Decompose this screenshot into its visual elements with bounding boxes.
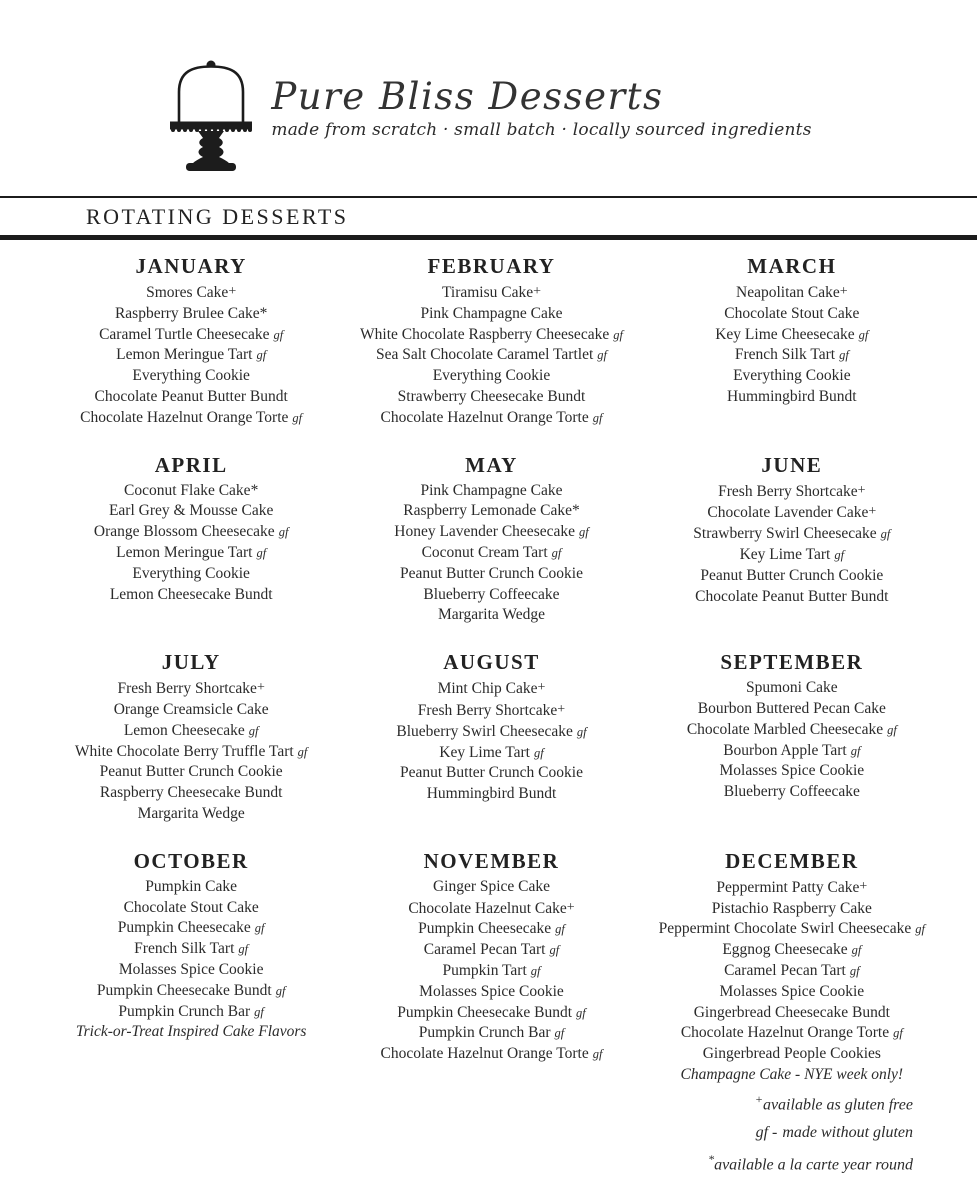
menu-item (645, 961, 939, 982)
menu-item (645, 899, 939, 920)
menu-item (44, 1002, 338, 1023)
menu-item (645, 919, 939, 940)
month-block (645, 453, 939, 608)
menu-item (344, 722, 638, 743)
month-heading: FEBRUARY (427, 254, 556, 278)
menu-item (44, 522, 338, 543)
menu-item-name: Coconut Flake Cake (124, 481, 251, 499)
month-heading: SEPTEMBER (720, 650, 864, 675)
menu-item-name: Chocolate Stout Cake (724, 304, 860, 322)
menu-item-name: French Silk Tart (734, 346, 836, 364)
gluten-free-tag: gf (613, 327, 623, 342)
menu-item-name: Pink Champagne Cake (420, 481, 563, 499)
menu-item (645, 741, 939, 762)
menu-item (645, 1023, 939, 1044)
gluten-free-tag: gf (256, 545, 267, 560)
month-block (44, 254, 338, 429)
menu-item (645, 481, 939, 503)
menu-item-name: Peanut Butter Crunch Cookie (700, 566, 884, 584)
menu-item-name: Key Lime Tart (439, 743, 530, 761)
menu-item (344, 282, 638, 304)
menu-item (344, 366, 638, 387)
menu-item (44, 804, 338, 825)
gluten-free-tag: gf (555, 922, 565, 937)
menu-item-name: Caramel Pecan Tart (724, 961, 846, 979)
month-block (44, 650, 338, 825)
menu-item-name: Earl Grey & Mousse Cake (108, 502, 274, 520)
menu-item (645, 1065, 939, 1086)
month-heading: APRIL (154, 452, 228, 477)
menu-item-name: Bourbon Apple Tart (723, 741, 847, 759)
menu-item-name: Gingerbread Cheesecake Bundt (693, 1003, 890, 1021)
gluten-free-option-mark: + (256, 680, 265, 696)
gluten-free-tag: gf (893, 1026, 903, 1041)
gluten-free-tag: gf (292, 410, 303, 425)
menu-item (344, 961, 638, 982)
gluten-free-tag: gf (858, 327, 869, 342)
menu-item (44, 543, 338, 564)
gluten-free-tag: gf (834, 547, 845, 562)
menu-item-name: Hummingbird Bundt (426, 785, 557, 803)
menu-item (645, 325, 939, 346)
month-block (44, 849, 338, 1043)
menu-item-name: Peppermint Chocolate Swirl Cheesecake (658, 920, 912, 938)
menu-item-name: Sea Salt Chocolate Caramel Tartlet (375, 346, 594, 364)
menu-item (44, 918, 338, 939)
brand-text-block (271, 75, 812, 140)
menu-item-name: Molasses Spice Cookie (719, 982, 865, 1000)
footnote-text: available as gluten free (762, 1096, 913, 1114)
month-heading: JULY (161, 650, 221, 675)
menu-item-name: Chocolate Stout Cake (123, 898, 259, 916)
menu-item-name: White Chocolate Berry Truffle Tart (74, 742, 294, 760)
menu-item (44, 325, 338, 346)
menu-item (645, 587, 939, 608)
menu-item (44, 304, 338, 325)
section-title: ROTATING DESSERTS (86, 204, 349, 229)
menu-item-name: Margarita Wedge (437, 606, 546, 624)
menu-item (344, 919, 638, 940)
menu-item-name: Chocolate Hazelnut Orange Torte (380, 408, 589, 426)
menu-item-name: Trick-or-Treat Inspired Cake Flavors (75, 1023, 307, 1041)
brand-tagline: made from scratch · small batch · locally sourced ingredients (271, 119, 812, 140)
gluten-free-tag: gf (238, 942, 249, 957)
menu-item-name: Margarita Wedge (137, 804, 245, 822)
menu-item-name: Gingerbread People Cookies (702, 1045, 881, 1063)
menu-item-name: Chocolate Hazelnut Orange Torte (80, 408, 289, 426)
gluten-free-tag: gf (850, 743, 861, 758)
menu-item (645, 304, 939, 325)
menu-item (344, 940, 638, 961)
menu-item (344, 898, 638, 920)
menu-item (44, 700, 338, 721)
menu-item (44, 1022, 338, 1043)
menu-item-name: Key Lime Tart (739, 545, 831, 563)
menu-item-name: Caramel Turtle Cheesecake (99, 325, 270, 343)
gluten-free-tag: gf (887, 722, 897, 737)
month-block (645, 254, 939, 408)
menu-item-name: Orange Blossom Cheesecake (93, 523, 275, 541)
gluten-free-tag: gf (915, 922, 926, 937)
gluten-free-option-mark: + (537, 680, 546, 696)
menu-item (344, 763, 638, 784)
gluten-free-option-mark: + (228, 284, 237, 299)
month-heading: AUGUST (443, 650, 540, 675)
menu-item (645, 877, 939, 899)
menu-item (44, 981, 338, 1002)
menu-item (344, 325, 638, 346)
menu-item-name: Bourbon Buttered Pecan Cake (697, 699, 886, 717)
menu-item (645, 982, 939, 1003)
menu-item (44, 366, 338, 387)
menu-item (44, 282, 338, 304)
menu-item-name: Mint Chip Cake (437, 680, 538, 698)
menu-item-name: Chocolate Peanut Butter Bundt (695, 587, 889, 605)
menu-item-name: Ginger Spice Cake (432, 877, 551, 895)
menu-item-name: Molasses Spice Cookie (419, 982, 564, 1000)
menu-item (344, 743, 638, 764)
menu-grid (0, 240, 977, 1086)
menu-item (645, 345, 939, 366)
brand-header (0, 0, 977, 172)
month-block (645, 650, 939, 803)
menu-item (344, 877, 638, 898)
menu-item (645, 566, 939, 587)
gluten-free-option-mark: + (557, 701, 566, 717)
menu-item (645, 1044, 939, 1065)
gluten-free-tag: gf (551, 545, 562, 560)
menu-item (44, 501, 338, 522)
menu-item-name: Neapolitan Cake (736, 284, 840, 301)
menu-item (645, 761, 939, 782)
menu-item-name: Strawberry Cheesecake Bundt (397, 387, 586, 405)
gluten-free-option-mark: + (859, 878, 868, 894)
menu-item (44, 408, 338, 429)
menu-item-name: Molasses Spice Cookie (118, 960, 264, 978)
month-heading: MARCH (747, 254, 837, 278)
menu-item (44, 721, 338, 742)
menu-item-name: Chocolate Hazelnut Cake (408, 899, 567, 917)
plus-marker: + (754, 1092, 763, 1106)
menu-item (645, 387, 939, 408)
month-heading: DECEMBER (725, 848, 859, 873)
menu-item-name: Pumpkin Cheesecake Bundt (397, 1003, 573, 1021)
menu-item (344, 1023, 638, 1044)
menu-item-name: Fresh Berry Shortcake (417, 701, 558, 719)
menu-item-name: Everything Cookie (132, 564, 250, 582)
gluten-free-tag: gf (576, 1005, 586, 1020)
menu-item (44, 481, 338, 502)
menu-item-name: Hummingbird Bundt (727, 387, 857, 405)
menu-item (645, 678, 939, 699)
menu-item-name: Blueberry Coffeecake (723, 783, 860, 801)
menu-item-name: Pumpkin Tart (442, 961, 527, 979)
menu-item-name: Key Lime Cheesecake (715, 325, 855, 343)
menu-item-name: Peanut Butter Crunch Cookie (400, 764, 583, 782)
menu-item (344, 387, 638, 408)
footnotes (708, 1086, 913, 1179)
star-marker: * (708, 1152, 715, 1167)
menu-item (44, 877, 338, 898)
gluten-free-tag: gf (851, 943, 862, 958)
menu-item (645, 502, 939, 524)
menu-item (344, 501, 638, 522)
month-block (344, 849, 638, 1065)
footnote-text: made without gluten (782, 1123, 913, 1141)
menu-item (344, 304, 638, 325)
gluten-free-tag: gf (849, 963, 860, 978)
gluten-free-tag: gf (549, 943, 560, 958)
menu-item-name: Chocolate Marbled Cheesecake (686, 720, 884, 738)
menu-item-name: Chocolate Lavender Cake (707, 504, 869, 522)
menu-item (344, 585, 638, 606)
menu-item-name: Chocolate Peanut Butter Bundt (94, 387, 288, 405)
footnote-gluten-free-option (708, 1086, 913, 1119)
gluten-free-tag: gf (534, 745, 544, 760)
gluten-free-option-mark: + (868, 504, 877, 520)
section-title-band (0, 196, 977, 240)
footnote-text: available a la carte year round (714, 1156, 913, 1174)
menu-item (344, 700, 638, 722)
menu-item-name: Pistachio Raspberry Cake (711, 899, 872, 917)
menu-item (645, 940, 939, 961)
menu-item-name: Champagne Cake - NYE week only! (680, 1065, 904, 1083)
month-block (44, 453, 338, 606)
gluten-free-tag: gf (839, 348, 849, 363)
gluten-free-tag: gf (592, 410, 603, 425)
menu-item-name: Raspberry Lemonade Cake (403, 502, 572, 520)
menu-item (645, 524, 939, 545)
menu-item (44, 939, 338, 960)
month-heading: NOVEMBER (423, 848, 560, 873)
menu-item-name: Peanut Butter Crunch Cookie (400, 564, 583, 582)
menu-item (344, 678, 638, 700)
gluten-free-tag: gf (554, 1026, 565, 1041)
menu-item (344, 605, 638, 626)
menu-item-name: Pumpkin Crunch Bar (418, 1024, 551, 1042)
menu-item-name: White Chocolate Raspberry Cheesecake (360, 325, 610, 343)
menu-item-name: Pumpkin Cake (145, 877, 238, 895)
gluten-free-tag: gf (248, 723, 259, 738)
cake-stand-icon (165, 58, 257, 172)
brand-name: Pure Bliss Desserts (271, 75, 664, 118)
menu-item (44, 564, 338, 585)
gluten-free-tag: gf (254, 921, 265, 936)
menu-item (645, 366, 939, 387)
menu-item (645, 282, 939, 304)
month-block (344, 650, 638, 805)
gluten-free-tag: gf (273, 327, 284, 342)
menu-item-name: Chocolate Hazelnut Orange Torte (680, 1024, 890, 1042)
menu-item (645, 1003, 939, 1024)
menu-item-name: Tiramisu Cake (441, 284, 534, 301)
menu-item (344, 784, 638, 805)
menu-item (44, 742, 338, 763)
menu-item (344, 982, 638, 1003)
menu-item (645, 720, 939, 741)
menu-item (344, 481, 638, 502)
menu-item (344, 564, 638, 585)
menu-item (645, 782, 939, 803)
gluten-free-tag: gf (530, 963, 541, 978)
menu-item-name: Fresh Berry Shortcake (117, 680, 257, 698)
menu-item (44, 585, 338, 606)
a-la-carte-mark: * (259, 304, 268, 322)
menu-item-name: Everything Cookie (132, 367, 250, 385)
menu-item-name: Eggnog Cheesecake (722, 941, 848, 959)
menu-item (44, 783, 338, 804)
menu-item-name: Coconut Cream Tart (421, 543, 548, 561)
footnote-made-without-gluten (708, 1119, 913, 1147)
gluten-free-tag: gf (576, 724, 587, 739)
menu-item (344, 543, 638, 564)
month-heading: OCTOBER (133, 848, 249, 873)
gluten-free-tag: gf (597, 348, 607, 363)
menu-item (344, 1003, 638, 1024)
menu-item (44, 960, 338, 981)
gluten-free-tag: gf (880, 527, 891, 542)
menu-item-name: Everything Cookie (733, 367, 851, 385)
a-la-carte-mark: * (250, 481, 259, 499)
menu-item-name: Honey Lavender Cheesecake (394, 523, 575, 541)
menu-item-name: Peppermint Patty Cake (716, 878, 860, 896)
menu-item-name: Spumoni Cake (745, 679, 838, 697)
menu-item-name: French Silk Tart (134, 940, 235, 958)
menu-item-name: Pumpkin Cheesecake Bundt (96, 981, 272, 999)
menu-item-name: Lemon Cheesecake Bundt (109, 585, 273, 603)
menu-item (344, 522, 638, 543)
menu-item (44, 762, 338, 783)
menu-item (344, 1044, 638, 1065)
gluten-free-tag: gf (297, 744, 308, 759)
menu-item (645, 699, 939, 720)
menu-item-name: Molasses Spice Cookie (719, 762, 865, 780)
gluten-free-option-mark: + (533, 284, 542, 299)
menu-item-name: Pumpkin Crunch Bar (118, 1002, 251, 1020)
menu-item-name: Orange Creamsicle Cake (113, 700, 269, 718)
menu-item-name: Blueberry Swirl Cheesecake (396, 722, 573, 740)
menu-item-name: Strawberry Swirl Cheesecake (693, 525, 877, 543)
gluten-free-tag: gf (592, 1047, 603, 1062)
month-block (645, 849, 939, 1086)
gluten-free-option-mark: + (839, 284, 848, 299)
gluten-free-tag: gf (275, 983, 286, 998)
menu-item-name: Blueberry Coffeecake (423, 585, 560, 603)
menu-item-name: Caramel Pecan Tart (423, 941, 546, 959)
menu-item (44, 678, 338, 700)
menu-item (44, 898, 338, 919)
menu-item-name: Fresh Berry Shortcake (718, 482, 858, 500)
month-block (344, 453, 638, 627)
menu-item-name: Lemon Meringue Tart (116, 543, 253, 561)
menu-item (44, 345, 338, 366)
menu-item-name: Chocolate Hazelnut Orange Torte (380, 1045, 589, 1063)
gluten-free-option-mark: + (566, 899, 575, 915)
menu-item (645, 545, 939, 566)
month-heading: JANUARY (135, 254, 247, 278)
gluten-free-tag: gf (579, 525, 589, 540)
menu-item (44, 387, 338, 408)
month-block (344, 254, 638, 429)
a-la-carte-mark: * (571, 502, 580, 520)
gluten-free-tag: gf (256, 348, 267, 363)
menu-item (344, 408, 638, 429)
month-heading: JUNE (761, 452, 823, 477)
menu-item (344, 345, 638, 366)
gluten-free-tag: gf (254, 1004, 264, 1019)
footnote-a-la-carte (708, 1146, 913, 1179)
menu-item-name: Lemon Cheesecake (123, 721, 245, 739)
menu-item-name: Lemon Meringue Tart (116, 346, 253, 364)
menu-item-name: Pumpkin Cheesecake (418, 920, 552, 938)
month-heading: MAY (465, 452, 518, 477)
gluten-free-option-mark: + (857, 482, 866, 498)
gf-marker: gf - (755, 1123, 778, 1141)
menu-item-name: Raspberry Cheesecake Bundt (99, 784, 283, 802)
menu-item-name: Peanut Butter Crunch Cookie (99, 763, 283, 781)
menu-item-name: Everything Cookie (432, 367, 551, 385)
menu-item-name: Raspberry Brulee Cake (114, 304, 260, 322)
gluten-free-tag: gf (278, 525, 289, 540)
menu-item-name: Smores Cake (146, 284, 229, 301)
menu-item-name: Pumpkin Cheesecake (117, 919, 251, 937)
menu-item-name: Pink Champagne Cake (420, 304, 563, 322)
